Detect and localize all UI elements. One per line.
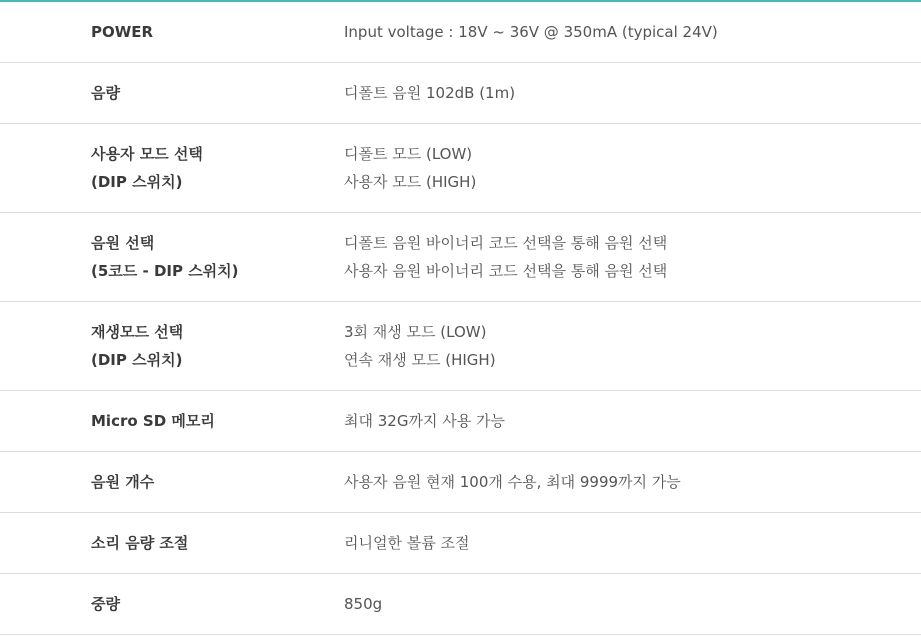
spec-row-sound-count bbox=[0, 452, 921, 513]
spec-label bbox=[0, 590, 344, 618]
spec-label-line: Micro SD 메모리 bbox=[91, 412, 215, 430]
spec-row-micro-sd bbox=[0, 391, 921, 452]
spec-value-line: 사용자 모드 (HIGH) bbox=[344, 173, 477, 191]
spec-row-power bbox=[0, 2, 921, 63]
spec-row-weight bbox=[0, 574, 921, 635]
spec-value-line: 디폴트 음원 바이너리 코드 선택을 통해 음원 선택 bbox=[344, 234, 668, 252]
spec-value bbox=[344, 229, 921, 285]
spec-value bbox=[344, 590, 921, 618]
spec-value bbox=[344, 18, 921, 46]
spec-label-line: 재생모드 선택 bbox=[91, 323, 184, 341]
spec-label-line: (5코드 - DIP 스위치) bbox=[91, 262, 239, 280]
spec-row-play-mode bbox=[0, 302, 921, 391]
spec-label-line: POWER bbox=[91, 23, 154, 41]
spec-label-line: 소리 음량 조절 bbox=[91, 534, 189, 552]
spec-label bbox=[0, 318, 344, 374]
spec-value-line: 디폴트 모드 (LOW) bbox=[344, 145, 473, 163]
spec-value-line: 리니얼한 볼륨 조절 bbox=[344, 534, 470, 552]
spec-value bbox=[344, 318, 921, 374]
spec-label-line: 음원 개수 bbox=[91, 473, 155, 491]
spec-value bbox=[344, 407, 921, 435]
spec-row-volume bbox=[0, 63, 921, 124]
spec-label-line: 사용자 모드 선택 bbox=[91, 145, 203, 163]
spec-label bbox=[0, 468, 344, 496]
spec-value-line: 사용자 음원 바이너리 코드 선택을 통해 음원 선택 bbox=[344, 262, 668, 280]
spec-label-line: 음원 선택 bbox=[91, 234, 155, 252]
spec-value bbox=[344, 79, 921, 107]
spec-label-line: (DIP 스위치) bbox=[91, 351, 183, 369]
spec-value bbox=[344, 529, 921, 557]
spec-value-line: 850g bbox=[344, 595, 383, 613]
spec-value-line: 디폴트 음원 102dB (1m) bbox=[344, 84, 516, 102]
spec-label-line: 중량 bbox=[91, 595, 120, 613]
spec-label bbox=[0, 529, 344, 557]
spec-value-line: 사용자 음원 현재 100개 수용, 최대 9999까지 가능 bbox=[344, 473, 681, 491]
spec-label-line: 음량 bbox=[91, 84, 120, 102]
spec-value-line: 연속 재생 모드 (HIGH) bbox=[344, 351, 496, 369]
spec-value bbox=[344, 140, 921, 196]
spec-label bbox=[0, 407, 344, 435]
spec-row-user-mode bbox=[0, 124, 921, 213]
spec-row-sound-select bbox=[0, 213, 921, 302]
spec-label-line: (DIP 스위치) bbox=[91, 173, 183, 191]
spec-value-line: 최대 32G까지 사용 가능 bbox=[344, 412, 505, 430]
spec-value-line: Input voltage : 18V ~ 36V @ 350mA (typical 24V) bbox=[344, 23, 718, 41]
spec-value-line: 3회 재생 모드 (LOW) bbox=[344, 323, 487, 341]
spec-label bbox=[0, 18, 344, 46]
spec-label bbox=[0, 79, 344, 107]
spec-label bbox=[0, 229, 344, 285]
spec-row-volume-control bbox=[0, 513, 921, 574]
spec-value bbox=[344, 468, 921, 496]
spec-label bbox=[0, 140, 344, 196]
